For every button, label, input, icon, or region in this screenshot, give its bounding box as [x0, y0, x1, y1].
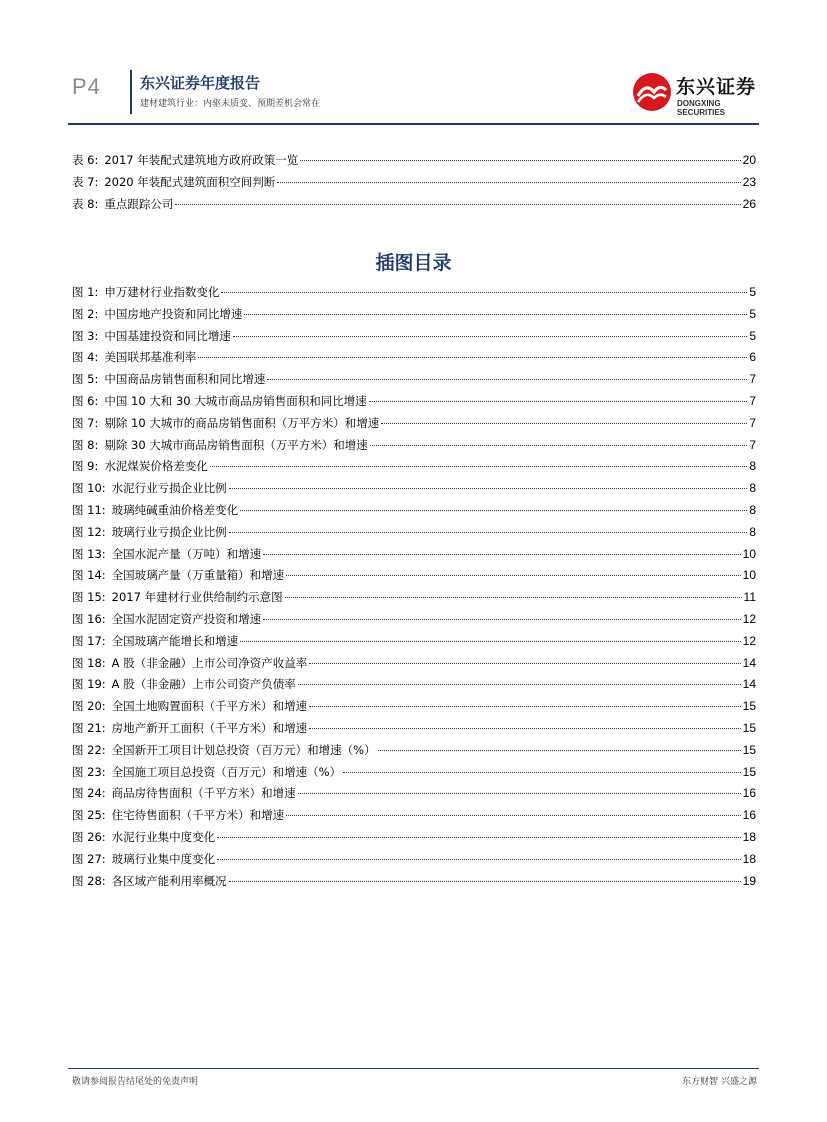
table-list-row[interactable]: [72, 196, 756, 218]
figure-list-row[interactable]: [72, 764, 756, 786]
entry-page-number: 5: [749, 328, 756, 343]
entry-label: 图 8:: [72, 437, 99, 452]
report-subtitle: 建材建筑行业：内驱未质变、预期差机会常在: [140, 99, 321, 109]
entry-page-number: 14: [742, 677, 756, 692]
page-header: [0, 0, 827, 130]
entry-page-number: 11: [743, 590, 756, 605]
figure-list-row[interactable]: [72, 807, 756, 829]
entry-label: 图 1:: [72, 285, 99, 299]
figure-list-row[interactable]: [72, 524, 756, 546]
figure-list-row[interactable]: [72, 328, 756, 350]
figure-list-row[interactable]: [72, 393, 756, 415]
entry-label: 图 12:: [72, 524, 106, 539]
entry-title: 玻璃行业集中度变化: [111, 851, 216, 866]
figure-list-row[interactable]: [72, 458, 756, 480]
entry-label: 图 10:: [72, 481, 106, 496]
entry-page-number: 6: [749, 350, 756, 365]
figure-list-row[interactable]: [72, 567, 756, 589]
figure-list-row[interactable]: [72, 437, 756, 459]
logo-text-cn: 东兴证券: [676, 76, 757, 98]
entry-label: 图 17:: [72, 633, 106, 648]
footer-slogan: 东方财智 兴盛之源: [682, 1077, 757, 1087]
entry-label: 图 21:: [72, 720, 106, 735]
entry-label: 图 2:: [72, 306, 99, 321]
entry-label: 图 28:: [72, 873, 106, 888]
entry-label: 图 3:: [72, 328, 99, 343]
entry-page-number: 19: [742, 873, 756, 888]
entry-label: 图 13:: [72, 546, 106, 561]
dot-leader: [300, 160, 740, 161]
entry-page-number: 5: [749, 285, 756, 299]
figure-list-row[interactable]: [72, 502, 756, 524]
dot-leader: [198, 357, 747, 358]
entry-label: 图 19:: [72, 677, 106, 692]
entry-label: 图 5:: [72, 372, 99, 387]
entry-title: A 股（非金融）上市公司净资产收益率: [111, 655, 308, 670]
entry-page-number: 12: [742, 611, 756, 626]
dot-leader: [267, 379, 747, 380]
dot-leader: [343, 772, 741, 773]
entry-label: 表 7:: [72, 174, 99, 189]
dot-leader: [286, 815, 740, 816]
dot-leader: [229, 532, 748, 533]
entry-page-number: 8: [749, 481, 756, 496]
logo-mark-icon: [632, 72, 672, 112]
dot-leader: [309, 728, 740, 729]
entry-label: 图 26:: [72, 829, 106, 844]
dot-leader: [309, 663, 740, 664]
entry-title: 全国新开工项目计划总投资（百万元）和增速（%）: [111, 742, 376, 757]
entry-title: 玻璃行业亏损企业比例: [111, 524, 227, 539]
dot-leader: [263, 554, 740, 555]
entry-title: 全国水泥固定资产投资和增速: [111, 611, 262, 626]
report-title: 东兴证券年度报告: [140, 74, 261, 92]
dot-leader: [240, 641, 740, 642]
entry-label: 图 11:: [72, 502, 106, 517]
footer-disclaimer: 敬请参阅报告结尾处的免责声明: [72, 1077, 199, 1087]
entry-page-number: 7: [749, 437, 756, 452]
dot-leader: [285, 597, 742, 598]
entry-title: A 股（非金融）上市公司资产负债率: [111, 677, 296, 692]
figure-list-row[interactable]: [72, 415, 756, 437]
entry-page-number: 15: [742, 742, 756, 757]
figure-list-row[interactable]: [72, 306, 756, 328]
dot-leader: [286, 575, 740, 576]
entry-title: 水泥煤炭价格差变化: [104, 459, 208, 474]
entry-label: 图 22:: [72, 742, 106, 757]
header-divider: [130, 70, 132, 114]
table-list-row[interactable]: [72, 152, 756, 174]
entry-title: 全国水泥产量（万吨）和增速: [111, 546, 262, 561]
entry-page-number: 8: [749, 459, 756, 474]
entry-page-number: 16: [742, 786, 756, 801]
entry-page-number: 18: [742, 829, 756, 844]
figure-list-row[interactable]: [72, 546, 756, 568]
entry-page-number: 15: [742, 720, 756, 735]
entry-title: 申万建材行业指数变化: [104, 285, 220, 299]
figure-list-row[interactable]: [72, 633, 756, 655]
entry-title: 玻璃纯碱重油价格差变化: [111, 502, 239, 517]
entry-page-number: 7: [749, 393, 756, 408]
entry-title: 全国玻璃产能增长和增速: [111, 633, 239, 648]
dot-leader: [370, 445, 748, 446]
figure-list-row[interactable]: [72, 284, 756, 306]
entry-title: 剔除 10 大城市的商品房销售面积（万平方米）和增速: [104, 415, 380, 430]
entry-label: 图 23:: [72, 764, 106, 779]
footer-rule: [68, 1068, 759, 1069]
entry-label: 图 27:: [72, 851, 106, 866]
figure-list-row[interactable]: [72, 611, 756, 633]
entry-title: 全国玻璃产量（万重量箱）和增速: [111, 568, 285, 583]
entry-page-number: 16: [742, 808, 756, 823]
entry-title: 美国联邦基准利率: [104, 350, 197, 365]
entry-page-number: 10: [742, 568, 756, 583]
entry-page-number: 7: [749, 372, 756, 387]
entry-label: 图 7:: [72, 415, 99, 430]
logo-text-en: DONGXING SECURITIES: [677, 99, 726, 117]
table-list: [72, 152, 756, 217]
figure-list-row[interactable]: [72, 655, 756, 677]
entry-title: 2017 年装配式建筑地方政府政策一览: [104, 153, 299, 167]
entry-label: 表 6:: [72, 153, 99, 167]
entry-label: 图 16:: [72, 611, 106, 626]
dot-leader: [221, 292, 747, 293]
figure-list-row[interactable]: [72, 829, 756, 851]
entry-title: 住宅待售面积（千平方米）和增速: [111, 808, 285, 823]
entry-label: 图 20:: [72, 699, 106, 714]
figure-list-row[interactable]: [72, 873, 756, 895]
figure-list-row[interactable]: [72, 371, 756, 393]
entry-page-number: 26: [742, 196, 756, 211]
page-number: P4: [72, 74, 101, 99]
entry-title: 商品房待售面积（千平方米）和增速: [111, 786, 296, 801]
entry-page-number: 10: [742, 546, 756, 561]
figure-list-row[interactable]: [72, 785, 756, 807]
entry-title: 中国 10 大和 30 大城市商品房销售面积和同比增速: [104, 393, 367, 408]
table-list-row[interactable]: [72, 174, 756, 196]
entry-label: 图 24:: [72, 786, 106, 801]
dot-leader: [369, 401, 748, 402]
dot-leader: [233, 336, 747, 337]
entry-title: 2020 年装配式建筑面积空间判断: [104, 174, 276, 189]
dot-leader: [381, 423, 747, 424]
dot-leader: [229, 488, 748, 489]
entry-page-number: 23: [742, 174, 756, 189]
dot-leader: [277, 182, 740, 183]
figure-section-title: 插图目录: [375, 252, 452, 274]
entry-label: 图 6:: [72, 393, 99, 408]
entry-title: 各区域产能利用率概况: [111, 873, 227, 888]
entry-label: 图 15:: [72, 590, 106, 605]
dot-leader: [210, 466, 747, 467]
dot-leader: [217, 837, 740, 838]
entry-label: 图 18:: [72, 655, 106, 670]
entry-title: 房地产新开工面积（千平方米）和增速: [111, 720, 308, 735]
figure-list-row[interactable]: [72, 676, 756, 698]
entry-label: 图 4:: [72, 350, 99, 365]
entry-page-number: 7: [749, 415, 756, 430]
dot-leader: [240, 510, 747, 511]
entry-page-number: 5: [749, 306, 756, 321]
entry-title: 中国房地产投资和同比增速: [104, 306, 243, 321]
entry-page-number: 12: [742, 633, 756, 648]
figure-list-row[interactable]: [72, 742, 756, 764]
figure-list: [72, 284, 756, 894]
dot-leader: [378, 750, 741, 751]
entry-title: 中国商品房销售面积和同比增速: [104, 372, 266, 387]
dot-leader: [175, 204, 740, 205]
header-rule: [68, 123, 759, 125]
figure-list-row[interactable]: [72, 720, 756, 742]
figure-list-row[interactable]: [72, 698, 756, 720]
dot-leader: [229, 881, 741, 882]
entry-title: 剔除 30 大城市商品房销售面积（万平方米）和增速: [104, 437, 368, 452]
entry-label: 图 14:: [72, 568, 106, 583]
entry-page-number: 20: [742, 153, 756, 167]
entry-title: 中国基建投资和同比增速: [104, 328, 231, 343]
dot-leader: [244, 314, 747, 315]
entry-title: 全国施工项目总投资（百万元）和增速（%）: [111, 764, 342, 779]
dot-leader: [263, 619, 740, 620]
entry-title: 水泥行业集中度变化: [111, 829, 216, 844]
entry-label: 图 25:: [72, 808, 106, 823]
figure-list-row[interactable]: [72, 851, 756, 873]
entry-label: 表 8:: [72, 196, 99, 211]
entry-title: 全国土地购置面积（千平方米）和增速: [111, 699, 308, 714]
dot-leader: [298, 684, 741, 685]
entry-title: 水泥行业亏损企业比例: [111, 481, 227, 496]
dot-leader: [217, 859, 740, 860]
company-logo: [632, 70, 762, 116]
entry-page-number: 8: [749, 502, 756, 517]
entry-label: 图 9:: [72, 459, 99, 474]
entry-page-number: 14: [742, 655, 756, 670]
dot-leader: [298, 793, 741, 794]
figure-list-row[interactable]: [72, 349, 756, 371]
entry-title: 2017 年建材行业供给制约示意图: [111, 590, 283, 605]
entry-page-number: 15: [742, 764, 756, 779]
entry-page-number: 18: [742, 851, 756, 866]
entry-title: 重点跟踪公司: [104, 196, 174, 211]
figure-list-row[interactable]: [72, 480, 756, 502]
entry-page-number: 8: [749, 524, 756, 539]
dot-leader: [309, 706, 740, 707]
figure-list-row[interactable]: [72, 589, 756, 611]
entry-page-number: 15: [742, 699, 756, 714]
